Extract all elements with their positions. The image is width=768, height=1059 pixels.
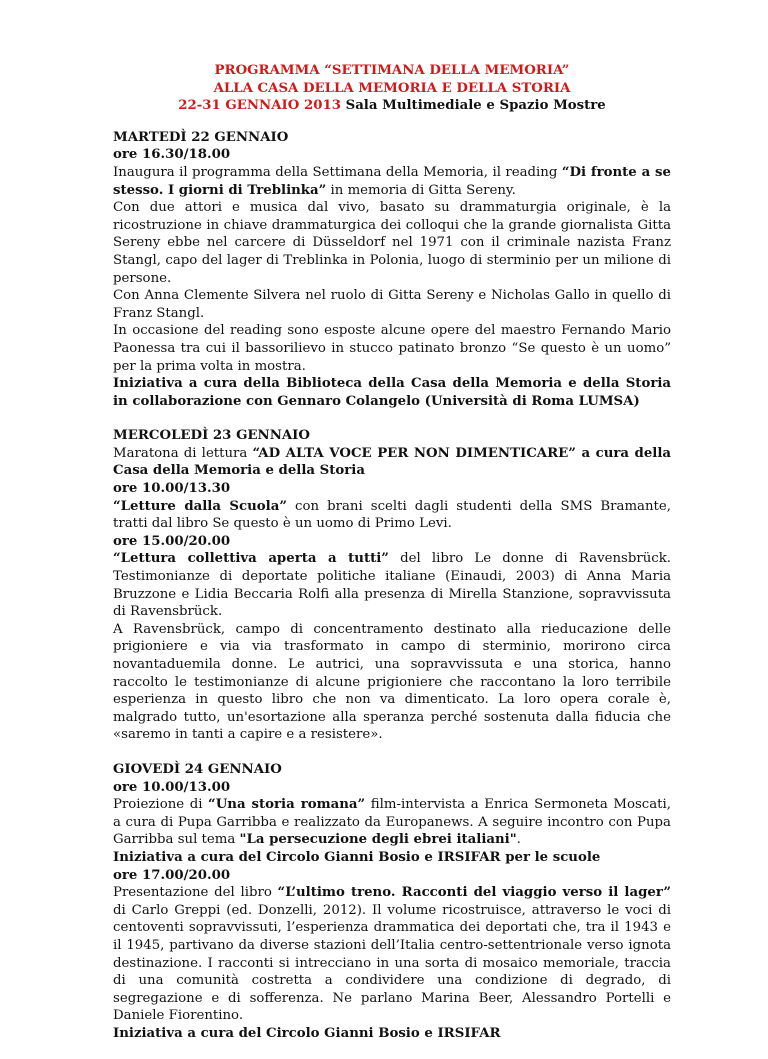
header-venue: Sala Multimediale e Spazio Mostre (345, 98, 606, 114)
section-day-1 (113, 129, 671, 411)
day-2-marathon-title: “AD ALTA VOCE PER NON DIMENTICARE” a cura della Casa della Memoria e della Storia (113, 445, 671, 479)
day-1-cast: Con Anna Clemente Silvera nel ruolo di Gitta Sereny e Nicholas Gallo in quello di Franz Stangl. (113, 288, 671, 321)
section-day-2 (113, 427, 671, 744)
day-3-credit-1: Iniziativa a cura del Circolo Gianni Bosio e IRSIFAR per le scuole (113, 849, 601, 865)
day-2-marathon: Maratona di lettura “AD ALTA VOCE PER NON DIMENTICARE” a cura della Casa della Memoria e della Storia (113, 445, 671, 479)
day-2-event-2: “Lettura collettiva aperta a tutti” del libro Le donne di Ravensbrück. Testimonianze di deportate politiche italiane (Einaudi, 2003) di Anna Maria Bruzzone e Lidia Beccaria Rolfi alla presenza di Mirella Stanzione, sopravvissuta di Ravensbrück. (113, 551, 671, 620)
header-line-3 (113, 97, 671, 115)
day-3-event-1: Proiezione di “Una storia romana” film-intervista a Enrica Sermoneta Moscati, a cura di Pupa Garribba e realizzato da Europanews. A seguire incontro con Pupa Garribba sul tema "La persecuzione degli ebrei italiani". (113, 797, 671, 848)
day-2-event-1: “Letture dalla Scuola” con brani scelti dagli studenti della SMS Bramante, tratti dal libro Se questo è un uomo di Primo Levi. (113, 498, 671, 532)
day-3-credit-2: Iniziativa a cura del Circolo Gianni Bosio e IRSIFAR (113, 1025, 501, 1041)
day-3-event-2: Presentazione del libro “L’ultimo treno. Racconti del viaggio verso il lager” di Carlo Greppi (ed. Donzelli, 2012). Il volume ricostruisce, attraverso le voci di centoventi sopravvissuti, l’esperienza drammatica dei deportati che, tra il 1943 e il 1945, partivano da diverse stazioni dell’Italia centro-settentrionale verso ignota destinazione. I racconti si intrecciano in una sorta di mosaico memoriale, traccia di una comunità costretta a condividere una condizione di degrado, di segregazione e di sofferenza. Ne parlano Marina Beer, Alessandro Portelli e Daniele Fiorentino. (113, 885, 671, 1024)
header-line-2: ALLA CASA DELLA MEMORIA E DELLA STORIA (213, 80, 571, 96)
day-1-reading-title: “Di fronte a se stesso. I giorni di Treblinka” (113, 164, 671, 198)
header-dates: 22-31 GENNAIO 2013 (178, 98, 341, 114)
day-3-date: GIOVEDÌ 24 GENNAIO (113, 761, 282, 777)
day-3-time-2: ore 17.00/20.00 (113, 867, 231, 883)
day-1-description: Con due attori e musica dal vivo, basato su drammaturgia originale, è la ricostruzione in chiave drammaturgica dei colloqui che la grande giornalista Gitta Sereny ebbe nel carcere di Düsseldorf nel 1971 con il criminale nazista Franz Stangl, capo del lager di Treblinka in Polonia, luogo di sterminio per un milione di persone. (113, 200, 671, 286)
day-2-date: MERCOLEDÌ 23 GENNAIO (113, 428, 310, 444)
day-1-time: ore 16.30/18.00 (113, 147, 231, 163)
day-1-intro: Inaugura il programma della Settimana della Memoria, il reading “Di fronte a se stesso. I giorni di Treblinka” in memoria di Gitta Sereny. (113, 164, 671, 198)
header-line-1: PROGRAMMA “SETTIMANA DELLA MEMORIA” (214, 63, 570, 78)
day-2-time-1: ore 10.00/13.30 (113, 481, 231, 497)
day-3-time-1: ore 10.00/13.00 (113, 779, 231, 795)
document-page (113, 62, 671, 1059)
day-2-time-2: ore 15.00/20.00 (113, 533, 231, 549)
day-1-exhibit: In occasione del reading sono esposte alcune opere del maestro Fernando Mario Paonessa tra cui il bassorilievo in stucco patinato bronzo “Se questo è un uomo” per la prima volta in mostra. (113, 323, 671, 374)
day-1-date: MARTEDÌ 22 GENNAIO (113, 129, 289, 145)
section-day-3 (113, 761, 671, 1043)
day-2-description: A Ravensbrück, campo di concentramento destinato alla rieducazione delle prigioniere e via via trasformato in campo di sterminio, morirono circa novantaduemila donne. Le autrici, una sopravvissuta e una storica, hanno raccolto le testimonianze di alcune prigioniere che raccontano la loro terribile esperienza in questo libro che non va dimenticato. La loro opera corale è, malgrado tutto, un'esortazione alla speranza perché sostenuta dalla fiducia che «saremo in tanti a capire e a resistere». (113, 621, 671, 743)
program-header (113, 62, 671, 115)
day-1-credit: Iniziativa a cura della Biblioteca della Casa della Memoria e della Storia in collaborazione con Gennaro Colangelo (Università di Roma LUMSA) (113, 376, 671, 409)
